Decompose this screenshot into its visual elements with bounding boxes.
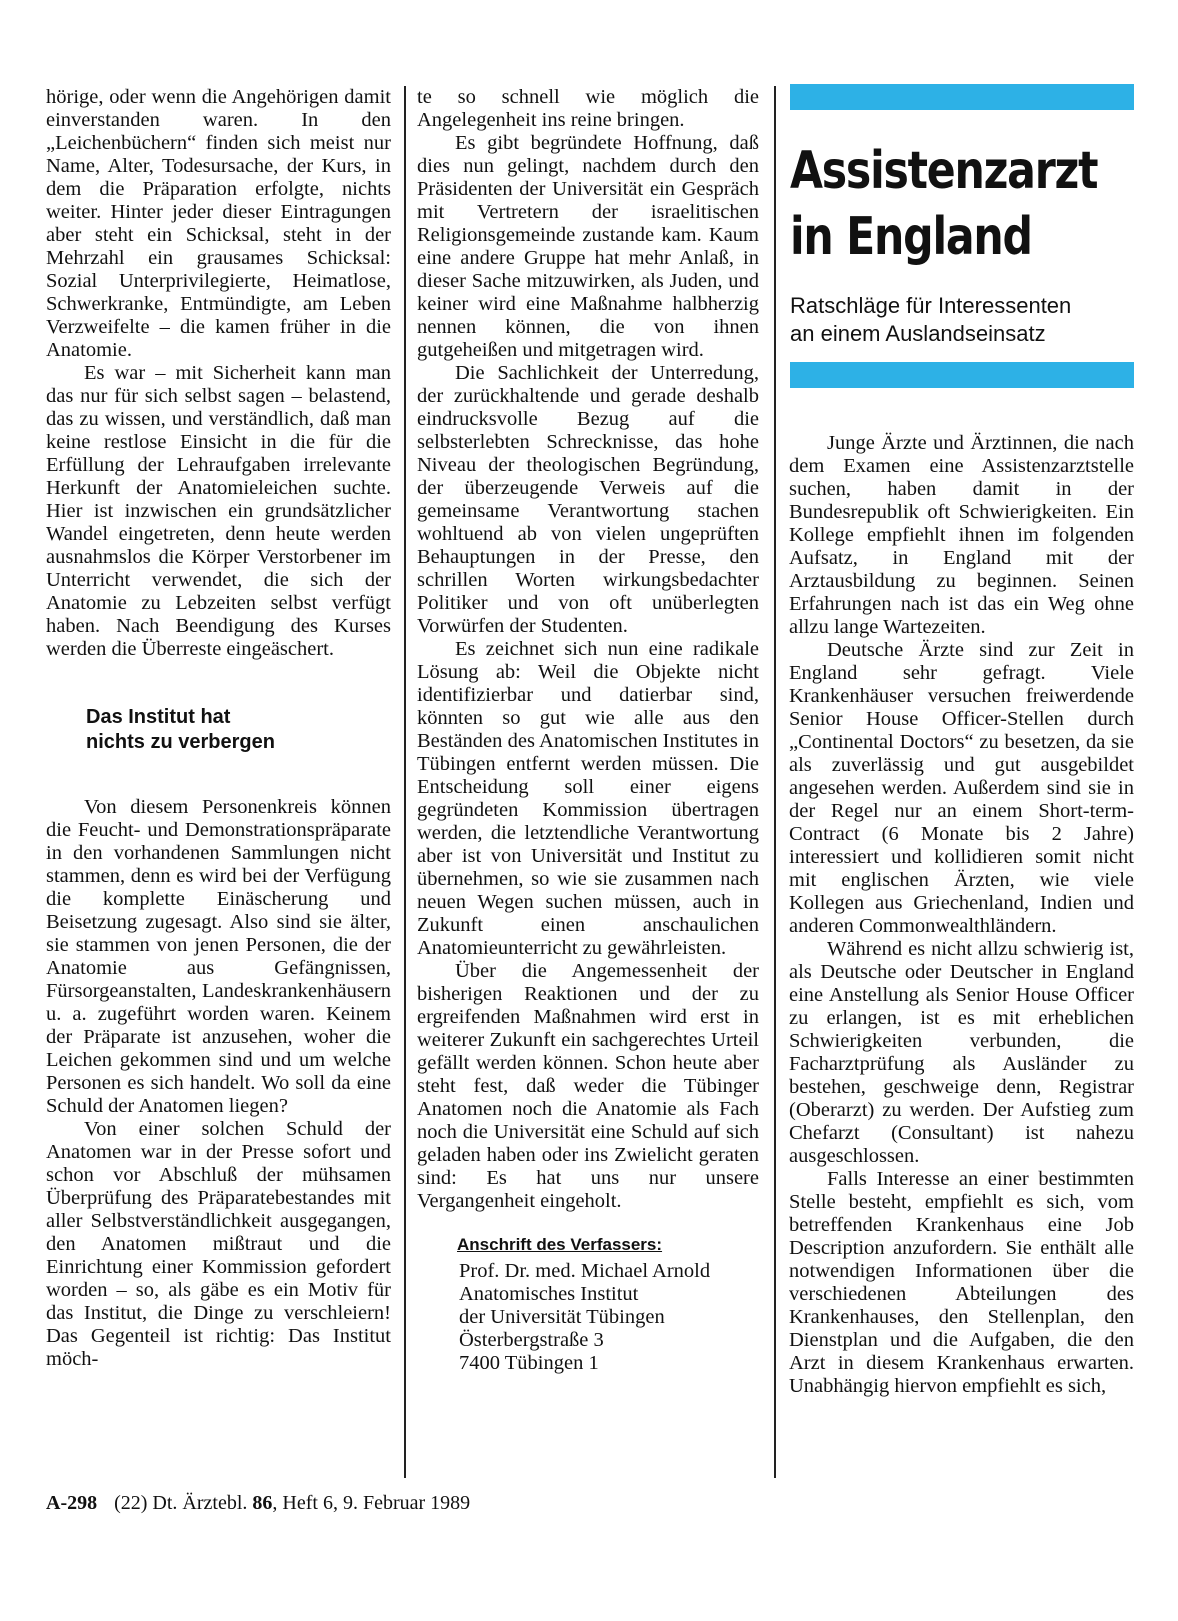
address-line: 7400 Tübingen 1 [459,1352,599,1374]
accent-bar-bottom [790,362,1134,388]
address-line: Österbergstraße 3 [459,1329,604,1351]
volume: 86 [252,1492,273,1514]
paragraph: Über die Angemessenheit der bisherigen Reaktionen und der zu ergreifenden Maßnahmen wird erst in weiterer Zukunft ein sachgerechtes Urteil gefällt werden können. Schon heute aber steht fest, daß weder die Tübinger Anatomen noch die Anatomie als Fach noch die Universität eine Schuld auf sich geladen haben oder ins Zwielicht geraten sind: Es hat uns nur unsere Vergangenheit eingeholt. [417,960,759,1212]
article-subtitle-line: an einem Auslandseinsatz [790,321,1046,346]
article-title-line: Assistenzarzt [790,141,1098,201]
address-line: Prof. Dr. med. Michael Arnold [459,1260,711,1282]
address-line: der Universität Tübingen [459,1306,665,1328]
paragraph: Von diesem Personenkreis können die Feucht- und Demonstrationspräparate in den vorhandenen Sammlungen nicht stammen, denn es wird bei der Verfügung die komplette Einäscherung und Beisetzung zugesagt. Also sind sie älter, sie stammen von jenen Personen, die der Anatomie aus Gefängnissen, Fürsorgeanstalten, Landeskrankenhäusern u. a. zugeführt worden waren. Keinem der Präparate ist anzusehen, woher die Leichen gekommen sind und um welche Personen es sich handelt. Wo soll da eine Schuld der Anatomen liegen? [46,796,391,1117]
paragraph: Während es nicht allzu schwierig ist, als Deutsche oder Deutscher in England eine Anstellung als Senior House Officer zu erlangen, ist es mit erheblichen Schwierigkeiten verbunden, die Facharztprüfung als Ausländer zu bestehen, geschweige denn, Registrar (Oberarzt) zu werden. Der Aufstieg zum Chefarzt (Consultant) ist nahezu ausgeschlossen. [789,938,1134,1167]
section-heading-line: nichts zu verbergen [86,731,275,753]
issue-date: , Heft 6, 9. Februar 1989 [272,1492,471,1514]
paragraph: Es zeichnet sich nun eine radikale Lösung ab: Weil die Objekte nicht identifizierbar und datierbar sind, könnten so gut wie alle aus den Beständen des Anatomischen Institutes in Tübingen entfernt werden müssen. Die Entscheidung soll einer eigens gegründeten Kommission übertragen werden, die letztendliche Verantwortung aber ist von Universität und Institut zu übernehmen, so wie sie zusammen nach neuen Wegen suchen müssen, auch in Zukunft einen anschaulichen Anatomieunterricht zu gewährleisten. [417,638,759,959]
paragraph: Deutsche Ärzte sind zur Zeit in England sehr gefragt. Viele Krankenhäuser versuchen freiwerdende Senior House Officer-Stellen durch „Continental Doctors“ zu besetzen, da sie als zuverlässig und gut ausgebildet angesehen werden. Außerdem sind sie in der Regel nur an einem Short-term-Contract (6 Monate bis 2 Jahre) interessiert und kollidieren somit nicht mit englischen Ärzten, wie viele Kollegen aus Griechenland, Indien und anderen Commonwealthländern. [789,639,1134,937]
paragraph: Es gibt begründete Hoffnung, daß dies nun gelingt, nachdem durch den Präsidenten der Universität ein Gespräch mit Vertretern der israelitischen Religionsgemeinde zustande kam. Kaum eine andere Gruppe hat mehr Anlaß, in dieser Sache mitzuwirken, als Juden, und keiner wird eine Maßnahme halbherzig nennen können, die von ihnen gutgeheißen und mitgetragen wird. [417,132,759,361]
column-2 [417,86,759,1375]
journal-ref: (22) Dt. Ärztebl. [114,1492,248,1514]
column-3 [789,432,1134,1398]
section-heading [86,705,391,755]
article-subtitle [790,292,1134,348]
page-footer [46,1492,470,1515]
paragraph: te so schnell wie möglich die Angelegenheit ins reine bringen. [417,86,759,131]
paragraph: Es war – mit Sicherheit kann man das nur für sich selbst sagen – belastend, das zu wissen, und verständlich, daß man keine restlose Einsicht in die für die Erfüllung der Lehraufgaben irrelevante Herkunft der Anatomieleichen suchte. Hier ist inzwischen ein grundsätzlicher Wandel eingetreten, denn heute werden ausnahmslos die Körper Verstorbener im Unterricht verwendet, die sich der Anatomie zu Lebzeiten selbst verfügt haben. Nach Beendigung des Kurses werden die Überreste eingeäschert. [46,362,391,660]
paragraph: Von einer solchen Schuld der Anatomen war in der Presse sofort und schon vor Abschluß der mühsamen Überprüfung des Präparatebestandes mit aller Selbstverständlichkeit ausgegangen, den Anatomen mißtraut und die Einrichtung einer Kommission gefordert worden – so, als gäbe es ein Motiv für das Institut, die Dinge zu verschleiern! Das Gegenteil ist richtig: Das Institut möch- [46,1118,391,1370]
article-title [790,138,1098,270]
lead-paragraph: Junge Ärzte und Ärztinnen, die nach dem Examen eine Assistenzarztstelle suchen, haben damit in der Bundesrepublik oft Schwierigkeiten. Ein Kollege empfiehlt ihnen im folgenden Aufsatz, in England mit der Arztausbildung zu beginnen. Seinen Erfahrungen nach ist das ein Weg ohne allzu lange Wartezeiten. [789,432,1134,638]
address-heading: Anschrift des Verfassers: [457,1235,663,1254]
paragraph: Die Sachlichkeit der Unterredung, der zurückhaltende und gerade deshalb eindrucksvolle Bezug auf die selbsterlebten Schrecknisse, das hohe Niveau der theologischen Begründung, der überzeugende Verweis auf die gemeinsame Verantwortung stachen wohltuend ab von vielen ungeprüften Behauptungen in der Presse, den schrillen Worten wirkungsbedachter Politiker und von oft unüberlegten Vorwürfen der Studenten. [417,362,759,637]
article-title-line: in England [790,207,1032,267]
column-1 [46,86,391,1371]
article-subtitle-line: Ratschläge für Interessenten [790,293,1072,318]
paragraph: hörige, oder wenn die Angehörigen damit einverstanden waren. In den „Leichenbüchern“ finden sich meist nur Name, Alter, Todesursache, der Kurs, in dem die Präparation erfolgte, nichts weiter. Hinter jeder dieser Eintragungen aber steht ein Schicksal, steht in der Mehrzahl ein grausames Schicksal: Sozial Unterprivilegierte, Heimatlose, Schwerkranke, Entmündigte, am Leben Verzweifelte – die kamen früher in die Anatomie. [46,86,391,361]
paragraph: Falls Interesse an einer bestimmten Stelle besteht, empfiehlt es sich, vom betreffenden Krankenhaus eine Job Description anzufordern. Sie enthält alle notwendigen Informationen über die verschiedenen Abteilungen des Krankenhauses, den Stellenplan, den Dienstplan und die Aufgaben, die den Arzt in diesem Krankenhaus erwarten. Unabhängig hiervon empfiehlt es sich, [789,1168,1134,1397]
section-heading-line: Das Institut hat [86,706,231,728]
accent-bar-top [790,84,1134,110]
address-line: Anatomisches Institut [459,1283,639,1305]
column-divider [774,86,776,1478]
column-divider [404,86,406,1478]
page-code: A-298 [46,1492,98,1514]
